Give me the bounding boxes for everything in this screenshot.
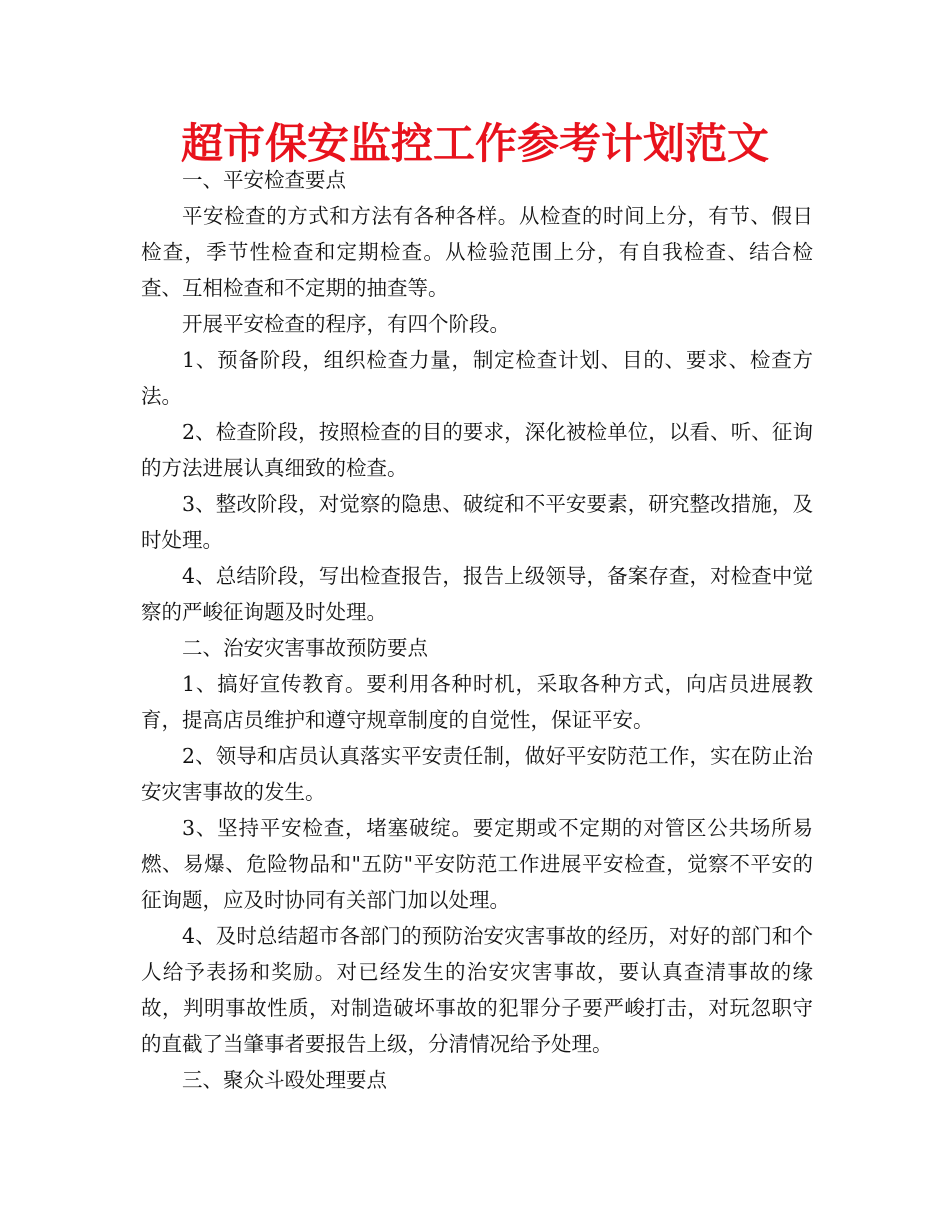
list-item: 3、整改阶段，对觉察的隐患、破绽和不平安要素，研究整改措施，及时处理。 — [141, 492, 813, 552]
document-title: 超市保安监控工作参考计划范文 — [180, 119, 769, 168]
heading-brawl-handling: 三、聚众斗殴处理要点 — [182, 1068, 387, 1092]
list-item: 2、领导和店员认真落实平安责任制，做好平安防范工作，实在防止治安灾害事故的发生。 — [141, 744, 813, 804]
document-body — [141, 162, 813, 1098]
heading-accident-prevention: 二、治安灾害事故预防要点 — [182, 636, 428, 660]
list-item: 1、预备阶段，组织检查力量，制定检查计划、目的、要求、检查方法。 — [141, 348, 813, 408]
heading-safety-inspection: 一、平安检查要点 — [182, 168, 346, 192]
paragraph: 平安检查的方式和方法有各种各样。从检查的时间上分，有节、假日检查，季节性检查和定期检查。从检验范围上分，有自我检查、结合检查、互相检查和不定期的抽查等。 — [141, 204, 813, 300]
list-item: 4、总结阶段，写出检查报告，报告上级领导，备案存查，对检查中觉察的严峻征询题及时处理。 — [141, 564, 813, 624]
list-item: 3、坚持平安检查，堵塞破绽。要定期或不定期的对管区公共场所易燃、易爆、危险物品和"五防"平安防范工作进展平安检查，觉察不平安的征询题，应及时协同有关部门加以处理。 — [141, 816, 813, 912]
list-item: 2、检查阶段，按照检查的目的要求，深化被检单位，以看、听、征询的方法进展认真细致的检查。 — [141, 420, 813, 480]
list-item: 4、及时总结超市各部门的预防治安灾害事故的经历，对好的部门和个人给予表扬和奖励。对已经发生的治安灾害事故，要认真查清事故的缘故，判明事故性质，对制造破坏事故的犯罪分子要严峻打击，对玩忽职守的直截了当肇事者要报告上级，分清情况给予处理。 — [141, 924, 813, 1056]
paragraph: 开展平安检查的程序，有四个阶段。 — [182, 312, 510, 336]
list-item: 1、搞好宣传教育。要利用各种时机，采取各种方式，向店员进展教育，提高店员维护和遵守规章制度的自觉性，保证平安。 — [141, 672, 813, 732]
